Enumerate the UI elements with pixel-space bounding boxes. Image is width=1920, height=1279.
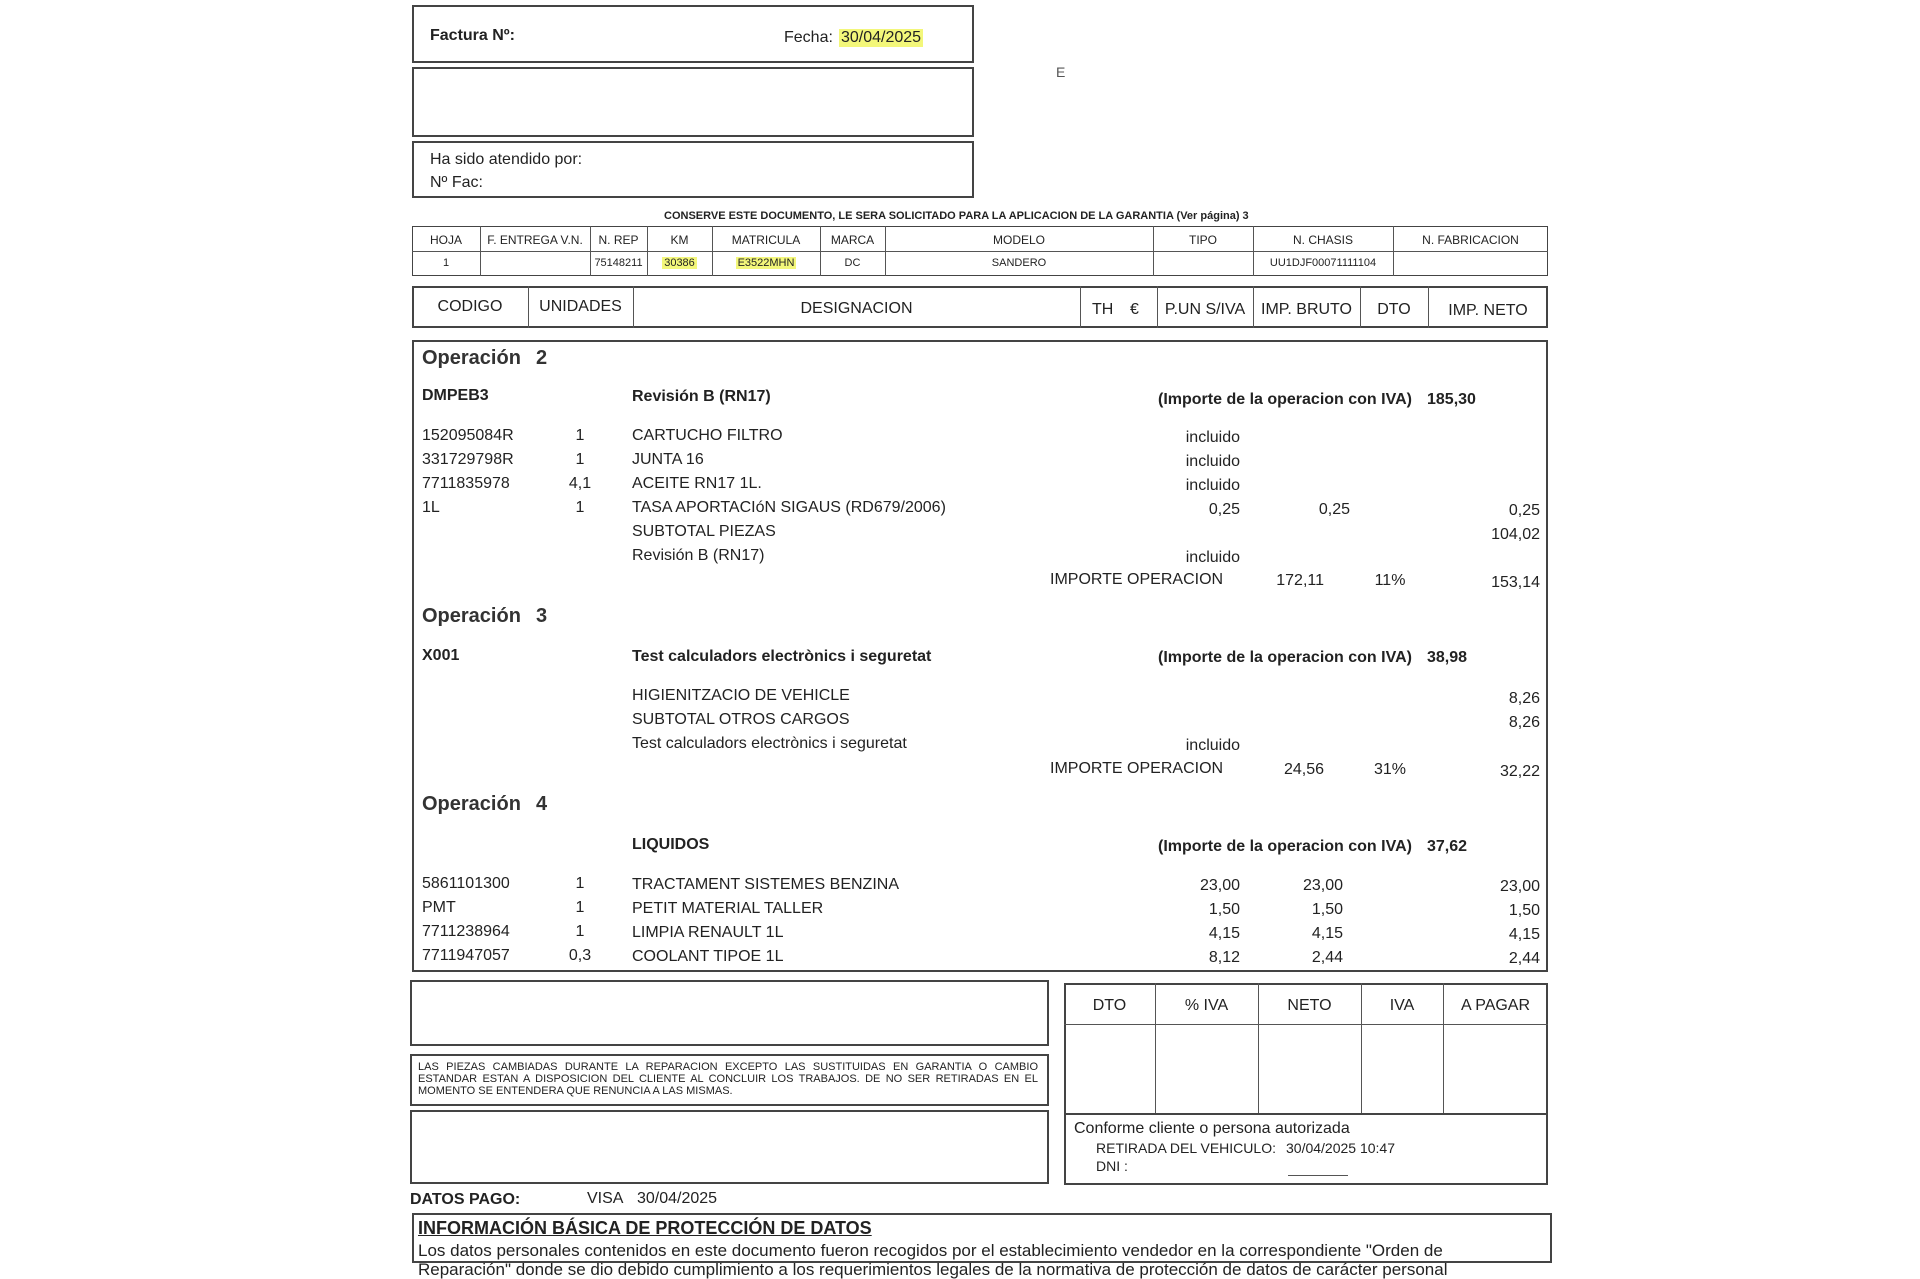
vh-matricula: MATRICULA (731, 233, 801, 247)
op3-number: 3 (536, 605, 548, 627)
op4-line2-code: 7711238964 (422, 923, 510, 940)
conforme-text: Conforme cliente o persona autorizada (1074, 1120, 1350, 1137)
col-designacion: DESIGNACION (800, 300, 913, 317)
op3-summary-label: IMPORTE OPERACION (1050, 760, 1224, 777)
op4-line3-neto: 2,44 (1508, 950, 1540, 967)
op4-line1-qty: 1 (575, 899, 585, 916)
op2-line1-code: 331729798R (422, 451, 514, 468)
op3-title: Operación (422, 605, 521, 627)
vh-nchasis: N. CHASIS (1292, 233, 1353, 247)
op4-importe-value: 37,62 (1427, 838, 1468, 855)
op2-line0-qty: 1 (575, 427, 585, 444)
op2-line1-qty: 1 (575, 451, 585, 468)
op2-line3-pun: 0,25 (1208, 501, 1240, 518)
vr-nchasis: UU1DJF00071111104 (1269, 257, 1377, 269)
op4-line3-pun: 8,12 (1208, 949, 1240, 966)
col-codigo: CODIGO (437, 298, 503, 315)
op4-line1-pun: 1,50 (1208, 901, 1240, 918)
retirada-label: RETIRADA DEL VEHICULO: (1096, 1140, 1276, 1156)
retirada-value: 30/04/2025 10:47 (1286, 1140, 1395, 1156)
op4-line0-code: 5861101300 (422, 875, 510, 892)
payment-label: DATOS PAGO: (410, 1191, 521, 1208)
op2-subtotal-desc: SUBTOTAL PIEZAS (632, 523, 776, 540)
op2-code: DMPEB3 (422, 387, 489, 404)
op3-importe-value: 38,98 (1427, 649, 1468, 666)
attended-box (412, 141, 974, 198)
op3-line0-neto: 8,26 (1508, 690, 1540, 707)
op4-line2-pun: 4,15 (1208, 925, 1240, 942)
op4-line3-desc: COOLANT TIPOE 1L (632, 948, 784, 965)
privacy-box (412, 1213, 1552, 1279)
op2-line2-desc: ACEITE RN17 1L. (632, 475, 762, 492)
op2-line2-qty: 4,1 (568, 475, 592, 492)
col-bruto: IMP. BRUTO (1261, 301, 1352, 318)
factura-label: Factura Nº: (430, 27, 515, 44)
op3-name: Test calculadors electrònics i seguretat (632, 648, 932, 665)
op2-line0-desc: CARTUCHO FILTRO (632, 427, 783, 444)
col-euro: € (1130, 301, 1139, 318)
op2-importe-label: (Importe de la operacion con IVA) (1158, 391, 1412, 408)
op2-summary-label: IMPORTE OPERACION (1050, 571, 1224, 588)
totals-iva: IVA (1389, 997, 1415, 1014)
vr-nrep: 75148211 (594, 257, 643, 269)
vh-marca: MARCA (830, 233, 875, 247)
privacy-text: Los datos personales contenidos en este documento fueron recogidos por el establecimiento vendedor en la correspondiente "Orden de Reparación" donde se dio debido cumplimiento a los requerimientos legales de la normativa de protección de datos de carácter personal (418, 1241, 1448, 1279)
op4-title: Operación (422, 793, 521, 815)
vr-km: 30386 (664, 257, 695, 269)
op3-line1-desc: SUBTOTAL OTROS CARGOS (632, 711, 850, 728)
op3-line2-desc: Test calculadors electrònics i seguretat (632, 735, 907, 752)
op2-subtotal-neto: 104,02 (1491, 526, 1540, 543)
privacy-title: INFORMACIÓN BÁSICA DE PROTECCIÓN DE DATOS (418, 1218, 872, 1238)
op2-summary-neto: 153,14 (1491, 574, 1540, 591)
op4-line1-bruto: 1,50 (1311, 901, 1343, 918)
op4-line0-neto: 23,00 (1499, 878, 1540, 895)
vr-matricula: E3522MHN (737, 257, 795, 269)
col-dto: DTO (1377, 301, 1411, 318)
totals-neto: NETO (1287, 997, 1332, 1014)
op2-line3-code: 1L (422, 499, 440, 516)
col-neto: IMP. NETO (1448, 302, 1528, 319)
op4-number: 4 (536, 793, 548, 815)
totals-dto: DTO (1092, 997, 1127, 1014)
op2-line2-pun: incluido (1185, 477, 1240, 494)
vh-modelo: MODELO (992, 233, 1045, 247)
op4-line1-code: PMT (422, 899, 456, 916)
op2-line5-desc: Revisión B (RN17) (632, 547, 765, 564)
legal-notice-box (410, 1054, 1049, 1106)
op2-title: Operación (422, 347, 521, 369)
op3-line2-pun: incluido (1185, 737, 1240, 754)
op2-line3-desc: TASA APORTACIóN SIGAUS (RD679/2006) (632, 499, 946, 516)
op4-line0-qty: 1 (575, 875, 585, 892)
vh-nfabricacion: N. FABRICACION (1422, 233, 1519, 247)
op4-importe-label: (Importe de la operacion con IVA) (1158, 838, 1412, 855)
vr-modelo: SANDERO (991, 257, 1047, 269)
op2-line3-qty: 1 (575, 499, 585, 516)
op2-line0-code: 152095084R (422, 427, 514, 444)
op3-summary-neto: 32,22 (1499, 763, 1540, 780)
op4-line0-desc: TRACTAMENT SISTEMES BENZINA (632, 876, 899, 893)
vh-tipo: TIPO (1188, 233, 1217, 247)
op2-number: 2 (536, 347, 548, 369)
op4-line2-neto: 4,15 (1508, 926, 1540, 943)
stray-mark: E (1056, 64, 1066, 80)
op2-line3-bruto: 0,25 (1318, 501, 1350, 518)
op4-line3-qty: 0,3 (568, 947, 592, 964)
atendido-label: Ha sido atendido por: (430, 151, 583, 168)
legal-notice-text: LAS PIEZAS CAMBIADAS DURANTE LA REPARACION EXCEPTO LAS SUSTITUIDAS EN GARANTIA O CAMBIO ESTANDAR ESTAN A DISPOSICION DEL CLIENTE AL CONCLUIR LOS TRABAJOS. DE NO SER RETIRADAS EN EL MOMENTO SE ENTENDERA QUE RENUNCIA A LAS MISMAS. (418, 1061, 1038, 1097)
totals-iva-pct: % IVA (1184, 997, 1229, 1014)
op4-line0-bruto: 23,00 (1302, 877, 1343, 894)
customer-box (412, 67, 974, 137)
dni-signature-line (1288, 1175, 1348, 1176)
payment-date: 30/04/2025 (637, 1190, 718, 1207)
notes-box (410, 980, 1049, 1046)
op4-line2-bruto: 4,15 (1311, 925, 1343, 942)
invoice-header-box (412, 5, 974, 63)
extra-box (410, 1110, 1049, 1184)
op4-line1-desc: PETIT MATERIAL TALLER (632, 900, 824, 917)
op2-name: Revisión B (RN17) (632, 388, 771, 405)
col-th: TH (1092, 301, 1114, 318)
op2-line1-desc: JUNTA 16 (632, 451, 704, 468)
vr-hoja: 1 (442, 257, 450, 269)
op4-line2-qty: 1 (575, 923, 585, 940)
op2-line5-pun: incluido (1185, 549, 1240, 566)
op3-line0-desc: HIGIENITZACIO DE VEHICLE (632, 687, 850, 704)
payment-method: VISA (587, 1190, 624, 1207)
op2-summary-bruto: 172,11 (1276, 572, 1324, 589)
totals-a-pagar: A PAGAR (1460, 997, 1531, 1014)
op4-line2-desc: LIMPIA RENAULT 1L (632, 924, 784, 941)
col-pun: P.UN S/IVA (1164, 301, 1246, 318)
fecha-label: Fecha: (784, 29, 833, 46)
op2-line2-code: 7711835978 (422, 475, 510, 492)
op4-name: LIQUIDOS (632, 836, 710, 853)
dni-label: DNI : (1096, 1158, 1128, 1174)
op3-importe-label: (Importe de la operacion con IVA) (1158, 649, 1412, 666)
op4-line1-neto: 1,50 (1508, 902, 1540, 919)
fecha-value: 30/04/2025 (841, 29, 922, 46)
vr-marca: DC (844, 257, 861, 269)
vh-fentrega: F. ENTREGA V.N. (487, 233, 583, 247)
signature-box (1064, 1113, 1548, 1185)
op3-summary-pct: 31% (1373, 761, 1407, 778)
vh-nrep: N. REP (598, 233, 639, 247)
op2-line0-pun: incluido (1185, 429, 1240, 446)
op4-line0-pun: 23,00 (1199, 877, 1240, 894)
warranty-notice: CONSERVE ESTE DOCUMENTO, LE SERA SOLICITADO PARA LA APLICACION DE LA GARANTIA (Ver página) 3 (664, 210, 1249, 222)
op3-code: X001 (422, 647, 460, 664)
op2-line1-pun: incluido (1185, 453, 1240, 470)
op3-summary-bruto: 24,56 (1283, 761, 1324, 778)
op2-line3-neto: 0,25 (1508, 502, 1540, 519)
op4-line3-bruto: 2,44 (1311, 949, 1343, 966)
op4-line3-code: 7711947057 (422, 947, 510, 964)
op2-importe-value: 185,30 (1427, 391, 1476, 408)
op3-line1-neto: 8,26 (1508, 714, 1540, 731)
vh-km: KM (670, 233, 689, 247)
op2-summary-pct: 11% (1374, 572, 1406, 589)
col-unidades: UNIDADES (539, 298, 622, 315)
nfac-label: Nº Fac: (430, 174, 483, 191)
vh-hoja: HOJA (429, 233, 462, 247)
